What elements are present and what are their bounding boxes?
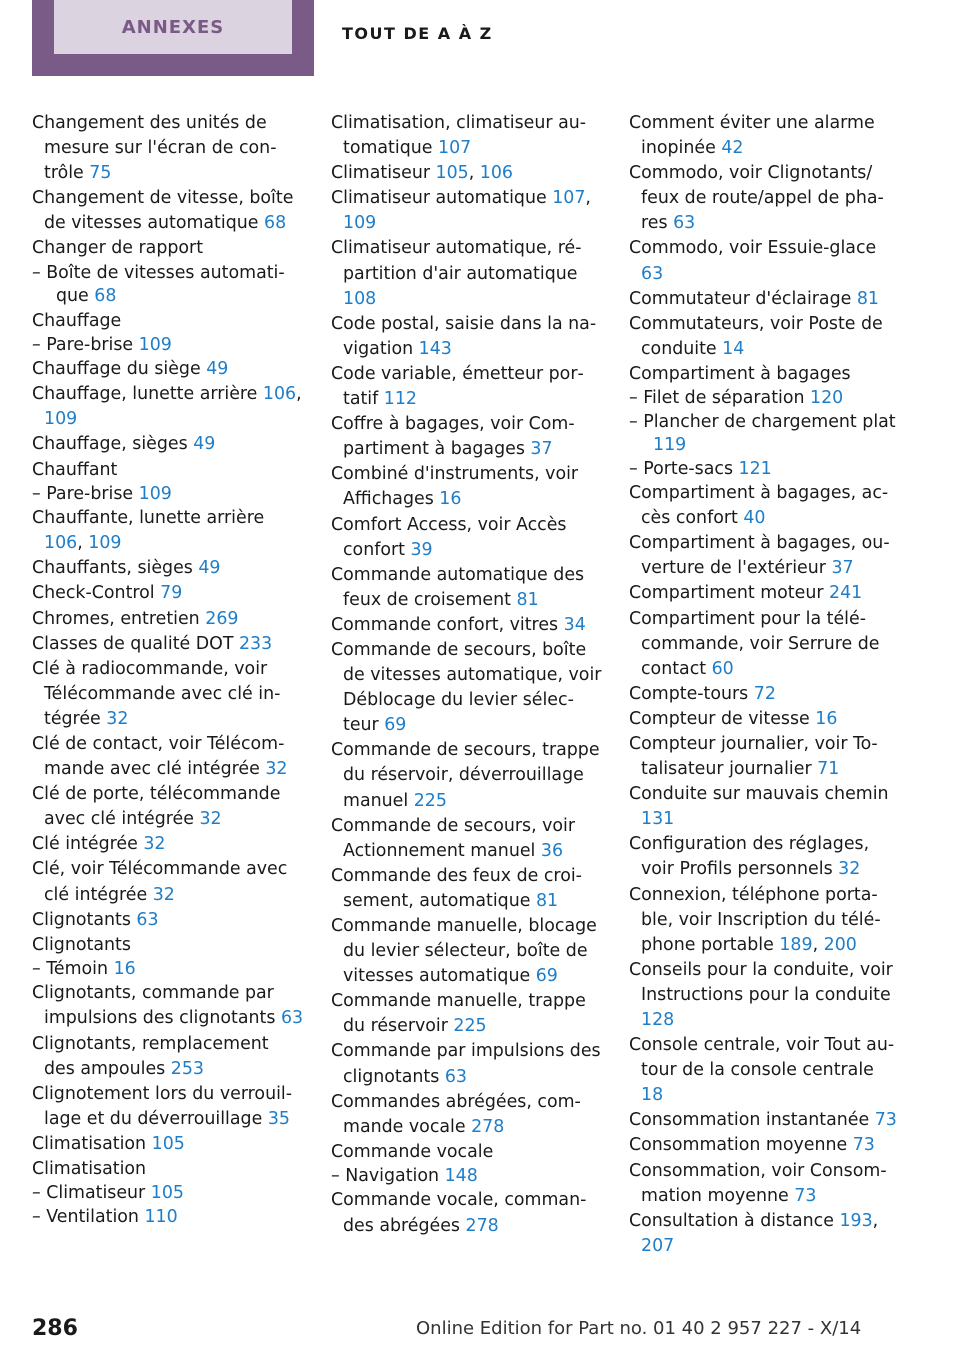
page-reference-link[interactable]: 63 xyxy=(641,263,664,284)
index-entry xyxy=(629,312,901,362)
index-term: – Climatiseur xyxy=(32,1183,151,1204)
page-reference-link[interactable]: 120 xyxy=(810,388,844,409)
index-term: Compartiment à bagages, accès confort xyxy=(629,483,889,529)
page-ref-separator: , xyxy=(468,163,480,184)
page-reference-link[interactable]: 63 xyxy=(444,1066,467,1087)
page-ref-separator: , xyxy=(872,1210,879,1231)
page-reference-link[interactable]: 42 xyxy=(721,138,744,159)
index-column-3 xyxy=(629,111,901,1259)
index-term: Connexion, téléphone portable, voir Inscription du téléphone portable xyxy=(629,884,881,955)
index-entry xyxy=(629,1033,901,1108)
index-term: Code variable, émetteur portatif xyxy=(331,363,584,410)
index-entry xyxy=(629,1133,901,1158)
page-reference-link[interactable]: 35 xyxy=(267,1108,290,1129)
index-term: Clé de contact, voir Télécommande avec clé intégrée xyxy=(32,733,285,780)
page-reference-link[interactable]: 241 xyxy=(829,583,863,604)
index-entry xyxy=(331,1090,603,1140)
index-column-1 xyxy=(32,111,304,1229)
index-term: Compte-tours xyxy=(629,683,754,704)
index-entry xyxy=(32,309,304,334)
index-entry xyxy=(32,857,304,907)
index-term: Compartiment à bagages, ouverture de l'extérieur xyxy=(629,533,890,579)
page-reference-link[interactable]: 37 xyxy=(831,558,854,579)
index-term: – Filet de séparation xyxy=(629,388,811,409)
index-term: Commande vocale, commandes abrégées xyxy=(331,1190,587,1236)
page-reference-link[interactable]: 73 xyxy=(874,1110,897,1131)
page-reference-link[interactable]: 105 xyxy=(150,1183,184,1204)
index-term: Changer de rapport xyxy=(32,238,204,259)
index-term: Commutateur d'éclairage xyxy=(629,288,857,309)
page-reference-link[interactable]: 63 xyxy=(673,213,696,234)
page-reference-link[interactable]: 106 xyxy=(479,163,513,184)
index-term: Commutateurs, voir Poste de conduite xyxy=(629,313,883,359)
index-term: Commande confort, vitres xyxy=(331,614,564,635)
page-reference-link[interactable]: 207 xyxy=(641,1235,675,1256)
page-reference-link[interactable]: 278 xyxy=(465,1215,499,1236)
index-term: Commande de secours, boîte de vitesses automatique, voir Déblocage du levier sélecteur xyxy=(331,639,602,736)
index-entry xyxy=(331,236,603,311)
index-term: Compartiment pour la télécommande, voir Serrure de contact xyxy=(629,608,880,679)
index-term: Console centrale, voir Tout autour de la console centrale xyxy=(629,1035,895,1081)
index-subentry xyxy=(32,1206,304,1230)
index-entry xyxy=(331,312,603,362)
page-reference-link[interactable]: 37 xyxy=(530,439,553,460)
index-subentry xyxy=(32,334,304,358)
chapter-tab[interactable] xyxy=(32,0,314,76)
index-entry xyxy=(331,412,603,462)
page-reference-link[interactable]: 105 xyxy=(151,1133,185,1154)
section-title: TOUT DE A À Z xyxy=(342,24,493,43)
index-entry xyxy=(32,357,304,382)
index-term: Code postal, saisie dans la navigation xyxy=(331,313,597,359)
page-reference-link[interactable]: 225 xyxy=(453,1016,487,1037)
chapter-tab-label: ANNEXES xyxy=(54,0,292,54)
index-entry xyxy=(32,556,304,581)
page-reference-link[interactable]: 121 xyxy=(738,458,772,479)
page-reference-link[interactable]: 32 xyxy=(152,884,175,905)
page-reference-link[interactable]: 32 xyxy=(199,809,222,830)
index-term: Climatisation, climatiseur automatique xyxy=(331,113,587,159)
page-reference-link[interactable]: 269 xyxy=(205,608,239,629)
page-reference-link[interactable]: 189 xyxy=(779,934,813,955)
index-term: Chromes, entretien xyxy=(32,608,206,629)
index-term: Clignotement lors du verrouillage et du déverrouillage xyxy=(32,1083,293,1129)
index-term: – Navigation xyxy=(331,1165,445,1186)
index-subentry xyxy=(32,483,304,507)
index-entry xyxy=(629,682,901,707)
page-reference-link[interactable]: 39 xyxy=(410,539,433,560)
index-entry xyxy=(629,1159,901,1209)
page-reference-link[interactable]: 81 xyxy=(516,589,539,610)
index-entry xyxy=(331,1140,603,1165)
page-reference-link[interactable]: 109 xyxy=(138,334,172,355)
index-entry xyxy=(629,481,901,531)
index-entry xyxy=(32,632,304,657)
page-ref-separator: , xyxy=(77,533,89,554)
page-reference-link[interactable]: 106 xyxy=(44,533,78,554)
page-reference-link[interactable]: 108 xyxy=(343,288,377,309)
index-entry xyxy=(629,236,901,286)
index-entry xyxy=(629,287,901,312)
index-column-2 xyxy=(331,111,603,1239)
index-entry xyxy=(629,161,901,236)
page-reference-link[interactable]: 49 xyxy=(193,434,216,455)
page-reference-link[interactable]: 193 xyxy=(839,1210,873,1231)
index-term: Chauffage xyxy=(32,310,122,331)
index-entry xyxy=(331,914,603,989)
page-reference-link[interactable]: 278 xyxy=(471,1116,505,1137)
index-term: Comfort Access, voir Accès confort xyxy=(331,514,567,560)
page-reference-link[interactable]: 109 xyxy=(88,533,122,554)
index-subentry xyxy=(629,387,901,411)
index-term: Conseils pour la conduite, voir Instructions pour la conduite xyxy=(629,959,893,1005)
index-term: Clignotants, commande par impulsions des clignotants xyxy=(32,983,281,1029)
index-entry xyxy=(32,382,304,432)
page-reference-link[interactable]: 119 xyxy=(653,435,687,456)
page-reference-link[interactable]: 32 xyxy=(143,834,166,855)
index-term: – Témoin xyxy=(32,958,114,979)
page-reference-link[interactable]: 253 xyxy=(170,1058,204,1079)
index-entry xyxy=(32,236,304,261)
index-term: Consommation moyenne xyxy=(629,1135,853,1156)
page-reference-link[interactable]: 128 xyxy=(641,1010,675,1030)
page-reference-link[interactable]: 49 xyxy=(206,359,229,380)
index-subentry xyxy=(32,1182,304,1206)
index-entry xyxy=(331,738,603,813)
index-term: Consultation à distance xyxy=(629,1210,840,1231)
index-entry xyxy=(331,1039,603,1089)
index-entry xyxy=(32,832,304,857)
index-term: Clignotants xyxy=(32,934,131,955)
index-term: – Boîte de vitesses automatique xyxy=(32,262,285,307)
page-reference-link[interactable]: 68 xyxy=(264,213,287,234)
page-reference-link[interactable]: 112 xyxy=(383,389,417,410)
index-term: Clé de porte, télécommande avec clé intégrée xyxy=(32,784,281,830)
index-entry xyxy=(629,1209,901,1259)
page-reference-link[interactable]: 34 xyxy=(563,614,586,635)
index-entry xyxy=(331,513,603,563)
index-term: Climatisation xyxy=(32,1158,147,1179)
index-entry xyxy=(629,732,901,782)
footer-edition: Online Edition for Part no. 01 40 2 957 227 - X/14 xyxy=(416,1318,862,1339)
index-term: – Pare-brise xyxy=(32,483,139,504)
index-term: Commande automatique des feux de croisement xyxy=(331,564,585,610)
page-reference-link[interactable]: 32 xyxy=(265,759,288,780)
index-entry xyxy=(331,186,603,236)
page-reference-link[interactable]: 18 xyxy=(641,1085,664,1106)
index-term: Clignotants xyxy=(32,909,137,930)
index-term: Commodo, voir Clignotants/ feux de route/appel de phares xyxy=(629,163,884,234)
index-term: Commande manuelle, trappe du réservoir xyxy=(331,991,586,1037)
index-entry xyxy=(32,1157,304,1182)
page-reference-link[interactable]: 69 xyxy=(384,715,407,736)
index-entry xyxy=(629,707,901,732)
index-term: Compteur journalier, voir Totalisateur journalier xyxy=(629,733,878,780)
index-term: Combiné d'instruments, voir Affichages xyxy=(331,464,579,510)
index-term: Chauffage, sièges xyxy=(32,434,194,455)
index-entry xyxy=(32,506,304,556)
index-term: Commande des feux de croisement, automatique xyxy=(331,865,582,911)
index-entry xyxy=(629,607,901,682)
index-term: Clé intégrée xyxy=(32,834,144,855)
index-term: Commande par impulsions des clignotants xyxy=(331,1041,601,1087)
index-entry xyxy=(32,186,304,236)
page-reference-link[interactable]: 73 xyxy=(794,1185,817,1206)
index-entry xyxy=(331,814,603,864)
index-entry xyxy=(331,111,603,161)
page-reference-link[interactable]: 16 xyxy=(439,489,462,510)
index-term: Compartiment à bagages xyxy=(629,363,851,384)
page-reference-link[interactable]: 75 xyxy=(89,163,112,184)
page-reference-link[interactable]: 49 xyxy=(198,558,221,579)
index-term: – Ventilation xyxy=(32,1206,145,1227)
index-term: Climatiseur automatique, répartition d'air automatique xyxy=(331,238,582,284)
index-term: Check-Control xyxy=(32,583,161,604)
page-reference-link[interactable]: 81 xyxy=(856,288,879,309)
index-subentry xyxy=(32,958,304,982)
index-term: Climatiseur xyxy=(331,163,436,184)
page-ref-separator: , xyxy=(296,384,302,405)
index-entry xyxy=(331,989,603,1039)
index-term: Commande manuelle, blocage du levier sélecteur, boîte de vitesses automatique xyxy=(331,916,597,987)
index-subentry xyxy=(629,458,901,482)
index-term: Chauffante, lunette arrière xyxy=(32,508,265,529)
index-entry xyxy=(331,1188,603,1238)
page-reference-link[interactable]: 110 xyxy=(144,1206,178,1227)
index-entry xyxy=(32,1132,304,1157)
index-term: Clignotants, remplacement des ampoules xyxy=(32,1033,269,1079)
page-ref-separator: , xyxy=(585,188,591,209)
index-entry xyxy=(629,958,901,1033)
index-term: Classes de qualité DOT xyxy=(32,633,239,654)
page-reference-link[interactable]: 233 xyxy=(238,633,273,654)
page-reference-link[interactable]: 69 xyxy=(535,966,558,987)
index-entry xyxy=(331,362,603,412)
index-term: Chauffants, sièges xyxy=(32,558,199,579)
index-entry xyxy=(32,111,304,186)
index-term: – Pare-brise xyxy=(32,334,139,355)
index-entry xyxy=(32,458,304,483)
page-reference-link[interactable]: 109 xyxy=(138,483,172,504)
index-term: Climatisation xyxy=(32,1133,152,1154)
page-reference-link[interactable]: 14 xyxy=(722,338,745,359)
page-reference-link[interactable]: 131 xyxy=(641,809,675,830)
index-term: Commande de secours, trappe du réservoir, déverrouillage manuel xyxy=(331,740,600,811)
page-reference-link[interactable]: 105 xyxy=(435,163,469,184)
page-reference-link[interactable]: 32 xyxy=(838,859,861,880)
page-reference-link[interactable]: 32 xyxy=(106,708,129,729)
page-reference-link[interactable]: 200 xyxy=(823,934,857,955)
page-header xyxy=(0,0,960,78)
index-subentry xyxy=(629,411,901,458)
page-reference-link[interactable]: 81 xyxy=(535,890,559,911)
index-term: – Plancher de chargement plat xyxy=(629,411,896,432)
index-term: Compteur de vitesse xyxy=(629,708,816,729)
page-reference-link[interactable]: 109 xyxy=(44,409,78,430)
index-term: Climatiseur automatique xyxy=(331,188,553,209)
index-entry xyxy=(32,432,304,457)
index-entry xyxy=(32,607,304,632)
page-number: 286 xyxy=(32,1316,78,1341)
index-entry xyxy=(331,462,603,512)
index-entry xyxy=(629,883,901,958)
page-reference-link[interactable]: 60 xyxy=(711,658,734,679)
index-term: – Porte-sacs xyxy=(629,458,739,479)
index-entry xyxy=(32,933,304,958)
page-reference-link[interactable]: 71 xyxy=(817,759,840,780)
index-subentry xyxy=(331,1165,603,1189)
page-reference-link[interactable]: 107 xyxy=(438,138,472,159)
page-reference-link[interactable]: 72 xyxy=(753,683,776,704)
index-entry xyxy=(629,581,901,606)
index-term: Conduite sur mauvais chemin xyxy=(629,784,889,805)
index-term: Consommation, voir Consommation moyenne xyxy=(629,1160,887,1206)
page-reference-link[interactable]: 63 xyxy=(136,909,159,930)
index-entry xyxy=(331,613,603,638)
page-reference-link[interactable]: 40 xyxy=(743,508,766,529)
index-term: Chauffant xyxy=(32,459,118,480)
index-entry xyxy=(629,782,901,832)
index-term: Commandes abrégées, commande vocale xyxy=(331,1091,581,1137)
page-reference-link[interactable]: 143 xyxy=(418,338,452,359)
page-reference-link[interactable]: 73 xyxy=(852,1135,875,1156)
index-term: Clé, voir Télécommande avec clé intégrée xyxy=(32,859,288,905)
index-entry xyxy=(629,362,901,387)
index-term: Comment éviter une alarme inopinée xyxy=(629,113,875,159)
index-subentry xyxy=(32,262,304,309)
page-reference-link[interactable]: 106 xyxy=(262,384,297,405)
index-entry xyxy=(32,1082,304,1132)
index-term: Chauffage du siège xyxy=(32,359,207,380)
index-entry xyxy=(629,531,901,581)
index-term: Commande vocale xyxy=(331,1141,494,1162)
index-term: Coffre à bagages, voir Compartiment à bagages xyxy=(331,414,575,460)
index-term: Clé à radiocommande, voir Télécommande avec clé intégrée xyxy=(32,658,281,729)
index-term: Configuration des réglages, voir Profils personnels xyxy=(629,834,870,880)
index-term: Commodo, voir Essuie-glace xyxy=(629,238,877,259)
index-term: Compartiment moteur xyxy=(629,583,830,604)
index-entry xyxy=(32,657,304,732)
index-entry xyxy=(331,563,603,613)
index-entry xyxy=(629,832,901,882)
page-reference-link[interactable]: 79 xyxy=(160,583,183,604)
page-reference-link[interactable]: 16 xyxy=(113,958,136,979)
index-entry xyxy=(331,161,603,186)
page-reference-link[interactable]: 63 xyxy=(280,1008,304,1029)
index-term: Changement de vitesse, boîte de vitesses automatique xyxy=(32,188,294,234)
index-entry xyxy=(331,864,603,914)
index-entry xyxy=(32,581,304,606)
index-entry xyxy=(629,111,901,161)
index-entry xyxy=(32,1032,304,1082)
index-entry xyxy=(32,908,304,933)
index-entry xyxy=(32,981,304,1031)
page-reference-link[interactable]: 16 xyxy=(815,708,838,729)
index-term: Commande de secours, voir Actionnement manuel xyxy=(331,815,576,861)
index-entry xyxy=(32,732,304,782)
index-entry xyxy=(629,1108,901,1133)
page-ref-separator: , xyxy=(812,934,824,955)
page-reference-link[interactable]: 109 xyxy=(343,213,377,234)
index-entry xyxy=(331,638,603,738)
page-reference-link[interactable]: 148 xyxy=(444,1165,478,1186)
page-reference-link[interactable]: 68 xyxy=(94,286,117,307)
page-reference-link[interactable]: 36 xyxy=(540,840,564,861)
index-entry xyxy=(32,782,304,832)
index-term: Consommation instantanée xyxy=(629,1110,875,1131)
index-term: Changement des unités de mesure sur l'écran de contrôle xyxy=(32,113,277,184)
index-term: Chauffage, lunette arrière xyxy=(32,384,263,405)
page-reference-link[interactable]: 107 xyxy=(552,188,586,209)
page-reference-link[interactable]: 225 xyxy=(413,790,447,811)
